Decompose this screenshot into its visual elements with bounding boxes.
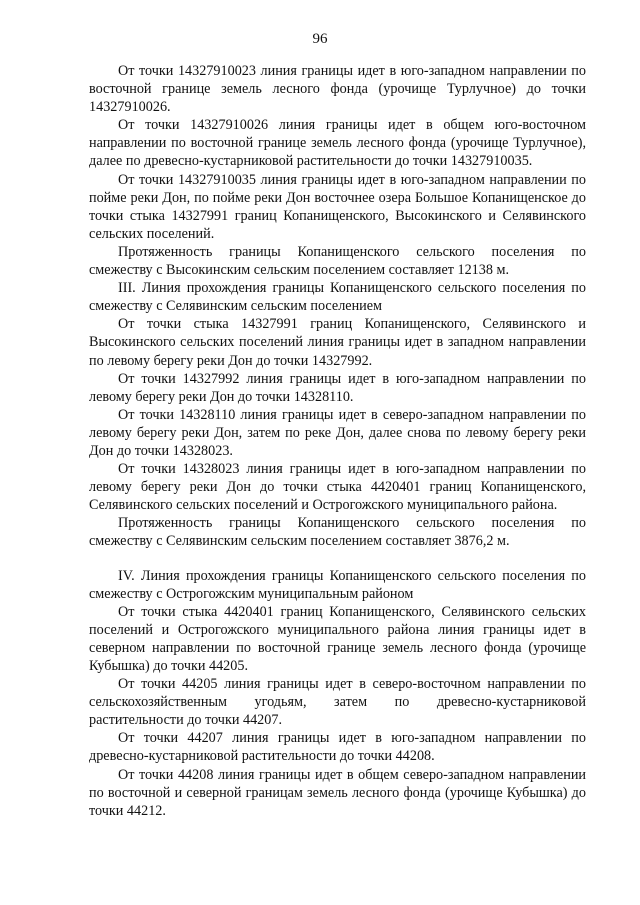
paragraph: От точки 44208 линия границы идет в общем северо-западном направлении по восточной и северной границам земель лесного фонда (урочище Кубышка) до точки 44212.	[89, 766, 586, 819]
paragraph: От точки 44207 линия границы идет в юго-западном направлении по древесно-кустарниковой растительности до точки 44208.	[89, 730, 586, 765]
paragraph: От точки 14327910026 линия границы идет в общем юго-восточном направлении по восточной границе земель лесного фонда (урочище Турлучное), далее по древесно-кустарниковой растительности до точки 14327910035.	[89, 117, 586, 170]
paragraph: От точки 14327992 линия границы идет в юго-западном направлении по левому берегу реки Дон до точки 14328110.	[89, 370, 586, 405]
section-heading: IV. Линия прохождения границы Копанищенского сельского поселения по смежеству с Острогожским муниципальным районом	[89, 567, 586, 602]
paragraph: От точки 14327910023 линия границы идет в юго-западном направлении по восточной границе земель лесного фонда (урочище Турлучное) до точки 14327910026.	[89, 63, 586, 116]
paragraph: От точки стыка 14327991 границ Копанищенского, Селявинского и Высокинского сельских поселений линия границы идет в западном направлении по левому берегу реки Дон до точки 14327992.	[89, 316, 586, 369]
document-body	[89, 62, 586, 820]
paragraph: От точки 14328110 линия границы идет в северо-западном направлении по левому берегу реки Дон, затем по реке Дон, далее снова по левому берегу реки Дон до точки 14328023.	[89, 406, 586, 459]
paragraph: От точки стыка 4420401 границ Копанищенского, Селявинского сельских поселений и Острогожского муниципального района линия границы идет в северном направлении по восточной границе земель лесного фонда (урочище Кубышка) до точки 44205.	[89, 603, 586, 674]
paragraph: От точки 14327910035 линия границы идет в юго-западном направлении по пойме реки Дон, по пойме реки Дон восточнее озера Большое Копанищенское до точки стыка 14327991 границ Копанищенского, Высокинского и Селявинского сельских поселений.	[89, 171, 586, 242]
paragraph: Протяженность границы Копанищенского сельского поселения по смежеству с Селявинским сельским поселением составляет 3876,2 м.	[89, 515, 586, 550]
page-number: 96	[312, 31, 328, 47]
paragraph: От точки 44205 линия границы идет в северо-восточном направлении по сельскохозяйственным угодьям, затем по древесно-кустарниковой растительности до точки 44207.	[89, 676, 586, 729]
section-gap	[89, 551, 586, 567]
paragraph: Протяженность границы Копанищенского сельского поселения по смежеству с Высокинским сельским поселением составляет 12138 м.	[89, 243, 586, 279]
section-heading: III. Линия прохождения границы Копанищенского сельского поселения по смежеству с Селявинским сельским поселением	[89, 280, 586, 315]
paragraph: От точки 14328023 линия границы идет в юго-западном направлении по левому берегу реки Дон до точки стыка 4420401 границ Копанищенского, Селявинского сельских поселений и Острогожского муниципального района.	[89, 461, 586, 514]
